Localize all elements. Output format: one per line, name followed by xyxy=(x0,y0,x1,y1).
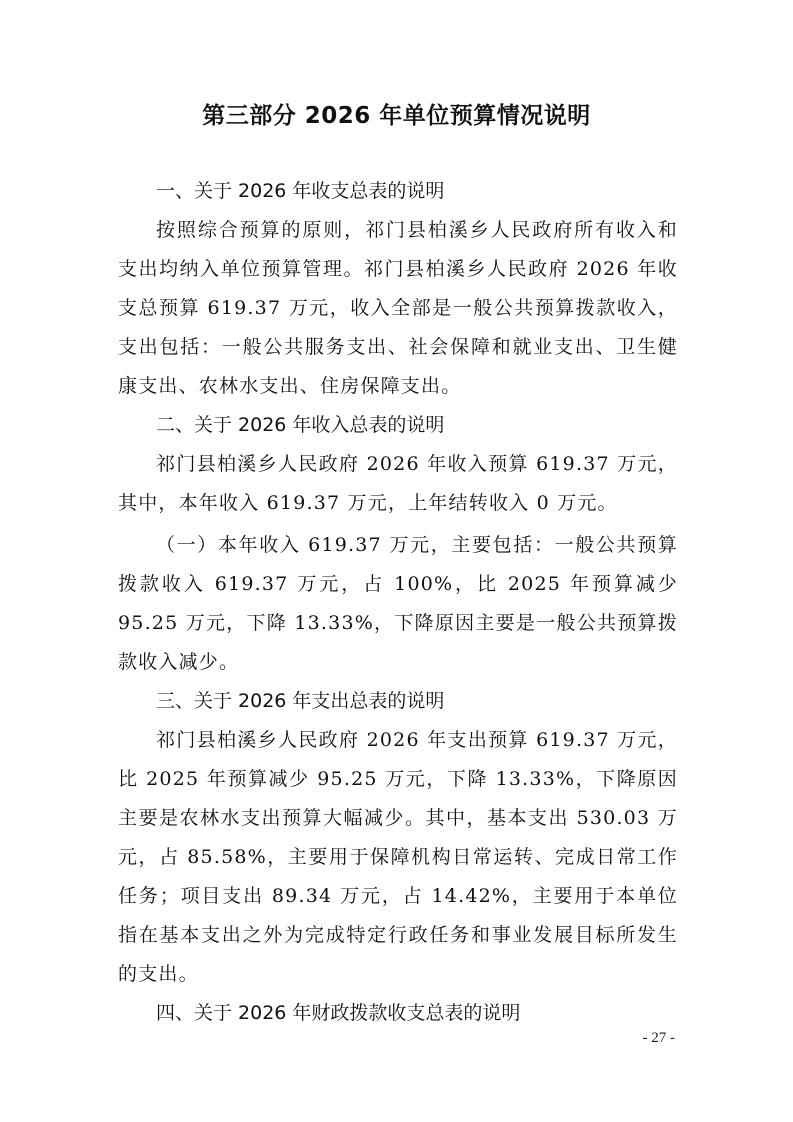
section-heading: 二、关于 2026 年收入总表的说明 xyxy=(156,414,445,436)
section-paragraph: 祁门县柏溪乡人民政府 2026 年收入预算 619.37 万元，其中，本年收入 619.37 万元，上年结转收入 0 万元。 xyxy=(118,453,678,514)
section-3 xyxy=(118,682,678,994)
page-title: 第三部分 2026 年单位预算情况说明 xyxy=(202,103,591,129)
section-heading: 四、关于 2026 年财政拨款收支总表的说明 xyxy=(156,1002,521,1024)
section-heading: 三、关于 2026 年支出总表的说明 xyxy=(156,690,445,712)
section-paragraph: 祁门县柏溪乡人民政府 2026 年支出预算 619.37 万元，比 2025 年预算减少 95.25 万元，下降 13.33%，下降原因主要是农林水支出预算大幅减少。其中，基本支出 530.03 万元，占 85.58%，主要用于保障机构日常运转、完成日常工作任务；项目支出 89.34 万元，占 14.42%，主要用于本单位指在基本支出之外为完成特定行政任务和事业发展目标所发生的支出。 xyxy=(118,729,678,985)
section-4 xyxy=(118,994,678,1033)
document-body xyxy=(118,172,678,1033)
section-paragraph: 按照综合预算的原则，祁门县柏溪乡人民政府所有收入和支出均纳入单位预算管理。祁门县柏溪乡人民政府 2026 年收支总预算 619.37 万元，收入全部是一般公共预算拨款收入，支出包括：一般公共服务支出、社会保障和就业支出、卫生健康支出、农林水支出、住房保障支出。 xyxy=(118,219,678,397)
section-paragraph: （一）本年收入 619.37 万元，主要包括：一般公共预算拨款收入 619.37 万元，占 100%，比 2025 年预算减少 95.25 万元，下降 13.33%，下降原因主要是一般公共预算拨款收入减少。 xyxy=(118,534,678,673)
section-1 xyxy=(118,172,678,406)
page-number: - 27 - xyxy=(642,1030,675,1046)
section-2 xyxy=(118,406,678,682)
section-heading: 一、关于 2026 年收支总表的说明 xyxy=(156,180,445,202)
